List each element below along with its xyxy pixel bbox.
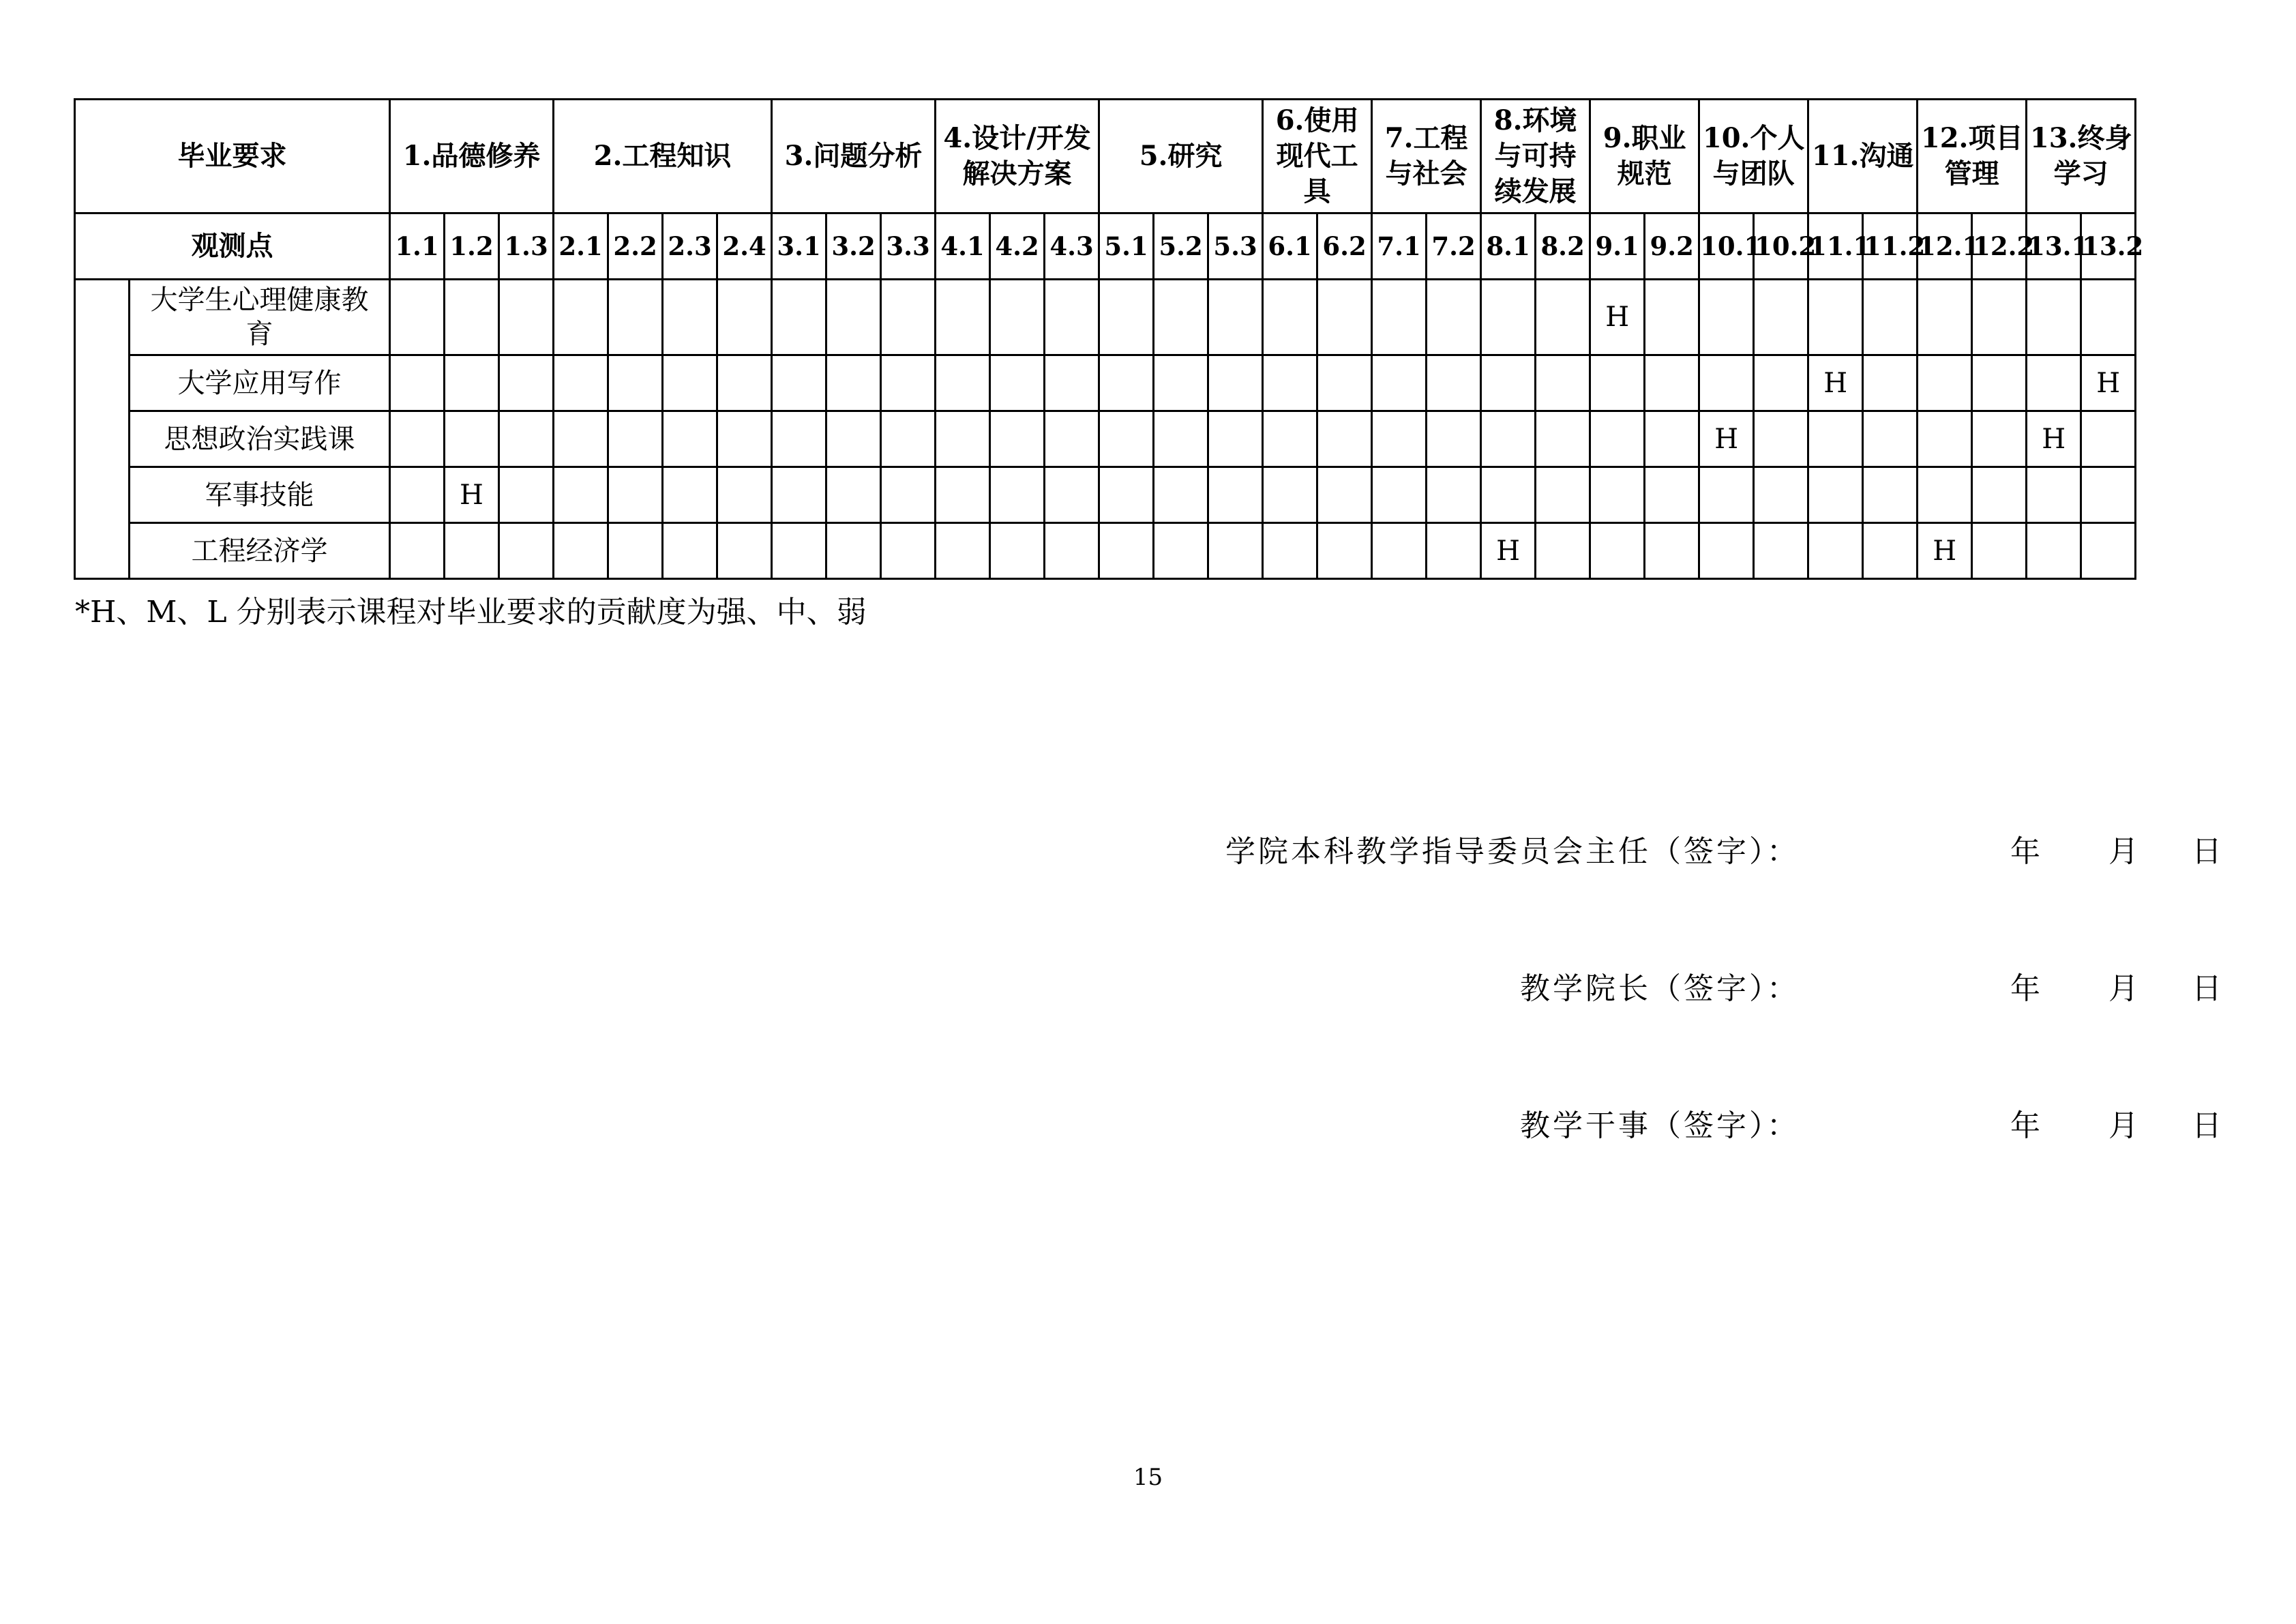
observation-point: 3.2 bbox=[826, 213, 881, 280]
observation-point: 1.3 bbox=[499, 213, 554, 280]
contribution-cell bbox=[1918, 467, 1972, 523]
contribution-cell bbox=[717, 355, 772, 411]
contribution-cell bbox=[1590, 523, 1645, 579]
course-name: 大学应用写作 bbox=[130, 355, 390, 411]
course-name: 军事技能 bbox=[130, 467, 390, 523]
contribution-cell bbox=[499, 355, 554, 411]
contribution-cell bbox=[1372, 411, 1427, 467]
contribution-cell bbox=[1045, 523, 1099, 579]
page-number: 15 bbox=[1133, 1464, 1163, 1491]
contribution-mark: H bbox=[1699, 411, 1754, 467]
contribution-cell bbox=[1645, 467, 1699, 523]
contribution-cell bbox=[1317, 280, 1372, 355]
observation-point: 12.2 bbox=[1972, 213, 2027, 280]
contribution-cell bbox=[2027, 355, 2081, 411]
contribution-cell bbox=[1372, 523, 1427, 579]
table-row bbox=[75, 411, 2136, 467]
contribution-cell bbox=[663, 467, 717, 523]
observation-point: 1.2 bbox=[445, 213, 499, 280]
contribution-cell bbox=[1536, 523, 1590, 579]
contribution-cell bbox=[1427, 280, 1481, 355]
contribution-cell bbox=[554, 411, 608, 467]
contribution-cell bbox=[1863, 523, 1918, 579]
table-row bbox=[75, 280, 2136, 355]
contribution-cell bbox=[1808, 280, 1863, 355]
contribution-cell bbox=[1317, 467, 1372, 523]
requirement-header: 7.工程与社会 bbox=[1372, 100, 1481, 213]
contribution-cell bbox=[554, 523, 608, 579]
contribution-cell bbox=[936, 523, 990, 579]
contribution-cell bbox=[1099, 411, 1154, 467]
contribution-cell bbox=[1972, 411, 2027, 467]
contribution-cell bbox=[936, 411, 990, 467]
teaching-secretary-month: 月 bbox=[2108, 1108, 2138, 1143]
contribution-cell bbox=[1099, 467, 1154, 523]
contribution-cell bbox=[772, 411, 826, 467]
contribution-cell bbox=[1645, 355, 1699, 411]
contribution-cell bbox=[1536, 280, 1590, 355]
contribution-cell bbox=[1427, 523, 1481, 579]
contribution-cell bbox=[990, 467, 1045, 523]
requirement-header: 1.品德修养 bbox=[390, 100, 554, 213]
contribution-cell bbox=[826, 411, 881, 467]
requirement-header: 13.终身学习 bbox=[2027, 100, 2136, 213]
contribution-mark: H bbox=[1590, 280, 1645, 355]
contribution-cell bbox=[1427, 467, 1481, 523]
contribution-cell bbox=[717, 523, 772, 579]
observation-point: 4.3 bbox=[1045, 213, 1099, 280]
contribution-cell bbox=[445, 411, 499, 467]
contribution-cell bbox=[2081, 467, 2136, 523]
observation-point: 13.2 bbox=[2081, 213, 2136, 280]
requirement-header: 11.沟通 bbox=[1808, 100, 1918, 213]
contribution-cell bbox=[1863, 411, 1918, 467]
observation-point: 7.1 bbox=[1372, 213, 1427, 280]
contribution-cell bbox=[1645, 523, 1699, 579]
contribution-cell bbox=[1645, 411, 1699, 467]
contribution-cell bbox=[390, 467, 445, 523]
contribution-cell bbox=[1208, 467, 1263, 523]
contribution-cell bbox=[1154, 411, 1208, 467]
contribution-cell bbox=[390, 411, 445, 467]
contribution-cell bbox=[936, 280, 990, 355]
contribution-cell bbox=[990, 280, 1045, 355]
contribution-cell bbox=[663, 411, 717, 467]
requirement-header: 2.工程知识 bbox=[554, 100, 772, 213]
contribution-cell bbox=[554, 280, 608, 355]
contribution-cell bbox=[1154, 280, 1208, 355]
observation-point: 2.3 bbox=[663, 213, 717, 280]
committee-director-day: 日 bbox=[2192, 834, 2222, 869]
contribution-cell bbox=[1481, 280, 1536, 355]
observation-point: 5.1 bbox=[1099, 213, 1154, 280]
contribution-cell bbox=[554, 355, 608, 411]
contribution-cell bbox=[1481, 355, 1536, 411]
contribution-cell bbox=[881, 355, 936, 411]
teaching-dean-signature-label: 教学院长（签字）： bbox=[1520, 971, 1800, 1006]
course-name: 思想政治实践课 bbox=[130, 411, 390, 467]
contribution-cell bbox=[1754, 523, 1808, 579]
contribution-cell bbox=[1154, 467, 1208, 523]
teaching-dean-month: 月 bbox=[2108, 971, 2138, 1006]
requirement-header: 9.职业规范 bbox=[1590, 100, 1699, 213]
contribution-cell bbox=[1045, 411, 1099, 467]
observation-point: 1.1 bbox=[390, 213, 445, 280]
observation-point: 3.1 bbox=[772, 213, 826, 280]
contribution-cell bbox=[881, 411, 936, 467]
table-row bbox=[75, 355, 2136, 411]
contribution-cell bbox=[608, 280, 663, 355]
legend-note: *H、M、L 分别表示课程对毕业要求的贡献度为强、中、弱 bbox=[75, 595, 867, 630]
contribution-cell bbox=[2027, 467, 2081, 523]
contribution-cell bbox=[1372, 355, 1427, 411]
contribution-cell bbox=[1754, 280, 1808, 355]
contribution-cell bbox=[772, 467, 826, 523]
contribution-cell bbox=[1317, 355, 1372, 411]
contribution-cell bbox=[1808, 523, 1863, 579]
contribution-cell bbox=[1263, 280, 1317, 355]
observation-point: 4.1 bbox=[936, 213, 990, 280]
contribution-cell bbox=[390, 523, 445, 579]
contribution-mark: H bbox=[2081, 355, 2136, 411]
contribution-cell bbox=[1154, 355, 1208, 411]
observation-points-title: 观测点 bbox=[75, 213, 390, 280]
contribution-cell bbox=[881, 280, 936, 355]
contribution-cell bbox=[772, 280, 826, 355]
contribution-cell bbox=[1863, 280, 1918, 355]
contribution-cell bbox=[1045, 467, 1099, 523]
observation-point: 2.1 bbox=[554, 213, 608, 280]
requirement-header: 3.问题分析 bbox=[772, 100, 936, 213]
contribution-cell bbox=[826, 523, 881, 579]
observation-point: 9.2 bbox=[1645, 213, 1699, 280]
contribution-cell bbox=[1372, 280, 1427, 355]
contribution-cell bbox=[499, 523, 554, 579]
contribution-cell bbox=[554, 467, 608, 523]
contribution-cell bbox=[1263, 411, 1317, 467]
contribution-cell bbox=[608, 523, 663, 579]
contribution-cell bbox=[1536, 467, 1590, 523]
contribution-cell bbox=[1208, 280, 1263, 355]
teaching-secretary-signature-label: 教学干事（签字）： bbox=[1520, 1108, 1800, 1143]
contribution-cell bbox=[1699, 523, 1754, 579]
contribution-cell bbox=[1972, 523, 2027, 579]
graduation-requirements-matrix bbox=[74, 98, 2144, 580]
contribution-cell bbox=[717, 280, 772, 355]
contribution-cell bbox=[2081, 411, 2136, 467]
contribution-cell bbox=[772, 523, 826, 579]
contribution-cell bbox=[1754, 411, 1808, 467]
contribution-cell bbox=[1590, 355, 1645, 411]
contribution-mark: H bbox=[1481, 523, 1536, 579]
contribution-cell bbox=[1536, 411, 1590, 467]
contribution-cell bbox=[663, 280, 717, 355]
contribution-cell bbox=[663, 523, 717, 579]
contribution-cell bbox=[1099, 355, 1154, 411]
contribution-cell bbox=[990, 355, 1045, 411]
requirement-header: 5.研究 bbox=[1099, 100, 1263, 213]
contribution-cell bbox=[1372, 467, 1427, 523]
contribution-cell bbox=[717, 411, 772, 467]
table-row bbox=[75, 467, 2136, 523]
contribution-cell bbox=[1699, 467, 1754, 523]
contribution-cell bbox=[1645, 280, 1699, 355]
contribution-cell bbox=[1918, 280, 1972, 355]
observation-point: 7.2 bbox=[1427, 213, 1481, 280]
contribution-mark: H bbox=[1918, 523, 1972, 579]
requirements-title: 毕业要求 bbox=[75, 100, 390, 213]
contribution-cell bbox=[390, 355, 445, 411]
contribution-cell bbox=[1317, 411, 1372, 467]
contribution-cell bbox=[608, 355, 663, 411]
teaching-secretary-day: 日 bbox=[2192, 1108, 2222, 1143]
observation-point: 6.1 bbox=[1263, 213, 1317, 280]
observation-point: 6.2 bbox=[1317, 213, 1372, 280]
observation-point: 11.1 bbox=[1808, 213, 1863, 280]
requirements-header-row bbox=[75, 100, 2136, 213]
observation-point: 3.3 bbox=[881, 213, 936, 280]
contribution-cell bbox=[1045, 355, 1099, 411]
contribution-cell bbox=[1481, 467, 1536, 523]
teaching-dean-year: 年 bbox=[2010, 971, 2040, 1006]
observation-point: 8.1 bbox=[1481, 213, 1536, 280]
contribution-cell bbox=[881, 467, 936, 523]
committee-director-month: 月 bbox=[2108, 834, 2138, 869]
contribution-cell bbox=[1317, 523, 1372, 579]
contribution-cell bbox=[1154, 523, 1208, 579]
contribution-cell bbox=[990, 523, 1045, 579]
requirement-header: 6.使用现代工具 bbox=[1263, 100, 1372, 213]
requirement-header: 12.项目管理 bbox=[1918, 100, 2027, 213]
committee-director-signature-label: 学院本科教学指导委员会主任（签字）： bbox=[1225, 834, 1800, 869]
contribution-mark: H bbox=[2027, 411, 2081, 467]
observation-point: 8.2 bbox=[1536, 213, 1590, 280]
contribution-cell bbox=[1754, 355, 1808, 411]
observation-point: 13.1 bbox=[2027, 213, 2081, 280]
contribution-cell bbox=[499, 411, 554, 467]
contribution-cell bbox=[1099, 280, 1154, 355]
contribution-cell bbox=[2081, 523, 2136, 579]
contribution-cell bbox=[1808, 467, 1863, 523]
contribution-cell bbox=[1045, 280, 1099, 355]
contribution-cell bbox=[1863, 355, 1918, 411]
contribution-cell bbox=[1208, 523, 1263, 579]
contribution-cell bbox=[717, 467, 772, 523]
contribution-cell bbox=[1972, 280, 2027, 355]
contribution-cell bbox=[1536, 355, 1590, 411]
contribution-cell bbox=[1263, 467, 1317, 523]
contribution-cell bbox=[2027, 523, 2081, 579]
contribution-cell bbox=[445, 355, 499, 411]
contribution-cell bbox=[1972, 355, 2027, 411]
contribution-cell bbox=[1699, 355, 1754, 411]
course-name: 大学生心理健康教育 bbox=[130, 280, 390, 355]
observation-point: 11.2 bbox=[1863, 213, 1918, 280]
contribution-cell bbox=[1263, 355, 1317, 411]
contribution-cell bbox=[881, 523, 936, 579]
contribution-cell bbox=[1808, 411, 1863, 467]
table-row bbox=[75, 523, 2136, 579]
observation-point: 2.4 bbox=[717, 213, 772, 280]
observation-point: 9.1 bbox=[1590, 213, 1645, 280]
contribution-cell bbox=[1208, 355, 1263, 411]
contribution-cell bbox=[1263, 523, 1317, 579]
contribution-mark: H bbox=[445, 467, 499, 523]
contribution-cell bbox=[1699, 280, 1754, 355]
observation-point: 4.2 bbox=[990, 213, 1045, 280]
requirement-header: 8.环境与可持续发展 bbox=[1481, 100, 1590, 213]
contribution-cell bbox=[1754, 467, 1808, 523]
contribution-cell bbox=[2027, 280, 2081, 355]
contribution-cell bbox=[1863, 467, 1918, 523]
contribution-cell bbox=[990, 411, 1045, 467]
contribution-cell bbox=[1590, 467, 1645, 523]
contribution-cell bbox=[936, 355, 990, 411]
observation-point: 10.1 bbox=[1699, 213, 1754, 280]
contribution-cell bbox=[608, 411, 663, 467]
contribution-cell bbox=[826, 355, 881, 411]
contribution-cell bbox=[1918, 355, 1972, 411]
requirement-header: 4.设计/开发解决方案 bbox=[936, 100, 1099, 213]
contribution-cell bbox=[826, 280, 881, 355]
observation-point: 5.3 bbox=[1208, 213, 1263, 280]
course-category-cell bbox=[75, 280, 130, 579]
observation-point: 2.2 bbox=[608, 213, 663, 280]
observation-point: 5.2 bbox=[1154, 213, 1208, 280]
contribution-cell bbox=[445, 280, 499, 355]
contribution-cell bbox=[608, 467, 663, 523]
contribution-cell bbox=[1590, 411, 1645, 467]
contribution-cell bbox=[1099, 523, 1154, 579]
teaching-secretary-year: 年 bbox=[2010, 1108, 2040, 1143]
observation-points-row bbox=[75, 213, 2136, 280]
contribution-cell bbox=[1918, 411, 1972, 467]
contribution-cell bbox=[2081, 280, 2136, 355]
contribution-cell bbox=[772, 355, 826, 411]
contribution-cell bbox=[499, 280, 554, 355]
contribution-cell bbox=[390, 280, 445, 355]
contribution-cell bbox=[1972, 467, 2027, 523]
contribution-cell bbox=[445, 523, 499, 579]
contribution-cell bbox=[1481, 411, 1536, 467]
contribution-cell bbox=[663, 355, 717, 411]
contribution-cell bbox=[1427, 411, 1481, 467]
requirement-header: 10.个人与团队 bbox=[1699, 100, 1808, 213]
committee-director-year: 年 bbox=[2010, 834, 2040, 869]
contribution-cell bbox=[1208, 411, 1263, 467]
contribution-cell bbox=[936, 467, 990, 523]
contribution-cell bbox=[499, 467, 554, 523]
observation-point: 12.1 bbox=[1918, 213, 1972, 280]
contribution-mark: H bbox=[1808, 355, 1863, 411]
teaching-dean-day: 日 bbox=[2192, 971, 2222, 1006]
observation-point: 10.2 bbox=[1754, 213, 1808, 280]
contribution-cell bbox=[1427, 355, 1481, 411]
contribution-cell bbox=[826, 467, 881, 523]
course-name: 工程经济学 bbox=[130, 523, 390, 579]
